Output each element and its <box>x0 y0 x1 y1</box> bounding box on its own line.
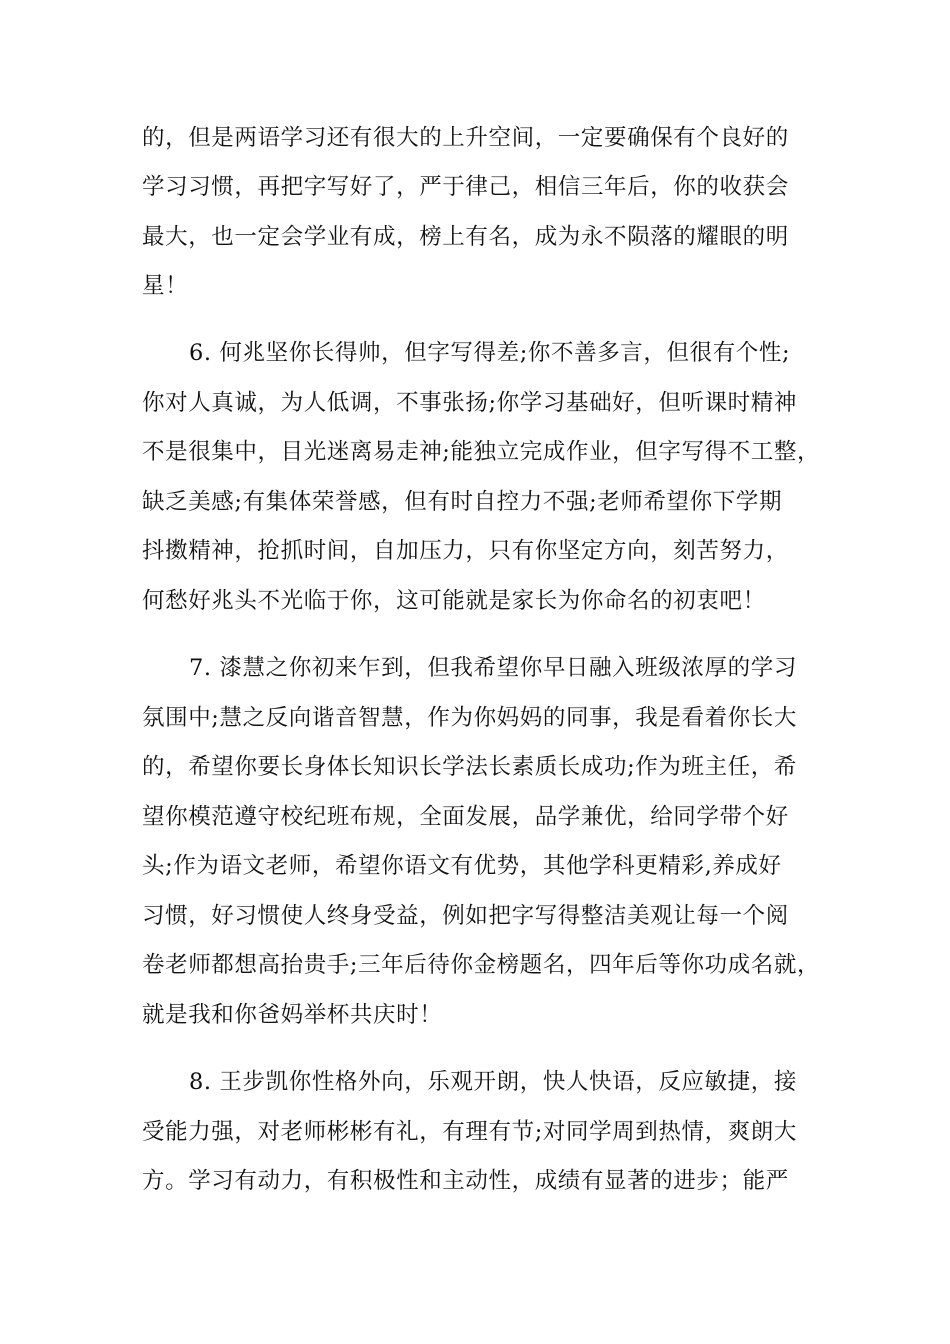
paragraph-first-line: 8. 王步凯你性格外向，乐观开朗，快人快语，反应敏捷，接 <box>189 1069 797 1095</box>
text-line: 氛围中;慧之反向谐音智慧，作为你妈妈的同事，我是看着你长大 <box>142 705 797 731</box>
text-line: 的，希望你要长身体长知识长学法长素质长成功;作为班主任，希 <box>142 754 797 780</box>
text-line: 就是我和你爸妈举杯共庆时！ <box>142 1002 443 1028</box>
text-line: 抖擞精神，抢抓时间，自加压力，只有你坚定方向，刻苦努力， <box>142 538 789 564</box>
text-line: 星！ <box>142 273 189 299</box>
text-line: 的，但是两语学习还有很大的上升空间，一定要确保有个良好的 <box>142 125 789 151</box>
text-line: 最大，也一定会学业有成，榜上有名，成为永不陨落的耀眼的明 <box>142 224 789 250</box>
text-line: 你对人真诚，为人低调，不事张扬;你学习基础好，但听课时精神 <box>142 390 797 416</box>
text-line: 缺乏美感;有集体荣誉感，但有时自控力不强;老师希望你下学期 <box>142 489 783 515</box>
text-line: 受能力强，对老师彬彬有礼，有理有节;对同学周到热情，爽朗大 <box>142 1119 797 1145</box>
paragraph-first-line: 7. 漆慧之你初来乍到，但我希望你早日融入班级浓厚的学习 <box>189 655 797 681</box>
text-line: 头;作为语文老师，希望你语文有优势，其他学科更精彩,养成好 <box>142 853 782 879</box>
text-line: 学习习惯，再把字写好了，严于律己，相信三年后，你的收获会 <box>142 174 789 200</box>
text-line: 卷老师都想高抬贵手;三年后待你金榜题名，四年后等你功成名就， <box>142 952 821 978</box>
text-line: 望你模范遵守校纪班布规，全面发展，品学兼优，给同学带个好 <box>142 804 789 830</box>
paragraph-first-line: 6. 何兆坚你长得帅，但字写得差;你不善多言，但很有个性; <box>189 340 791 366</box>
text-line: 方。学习有动力，有积极性和主动性，成绩有显著的进步；能严 <box>142 1168 789 1194</box>
text-line: 习惯，好习惯使人终身受益，例如把字写得整洁美观让每一个阅 <box>142 903 789 929</box>
text-line: 不是很集中，目光迷离易走神;能独立完成作业，但字写得不工整， <box>142 439 821 465</box>
text-line: 何愁好兆头不光临于你，这可能就是家长为你命名的初衷吧！ <box>142 588 766 614</box>
